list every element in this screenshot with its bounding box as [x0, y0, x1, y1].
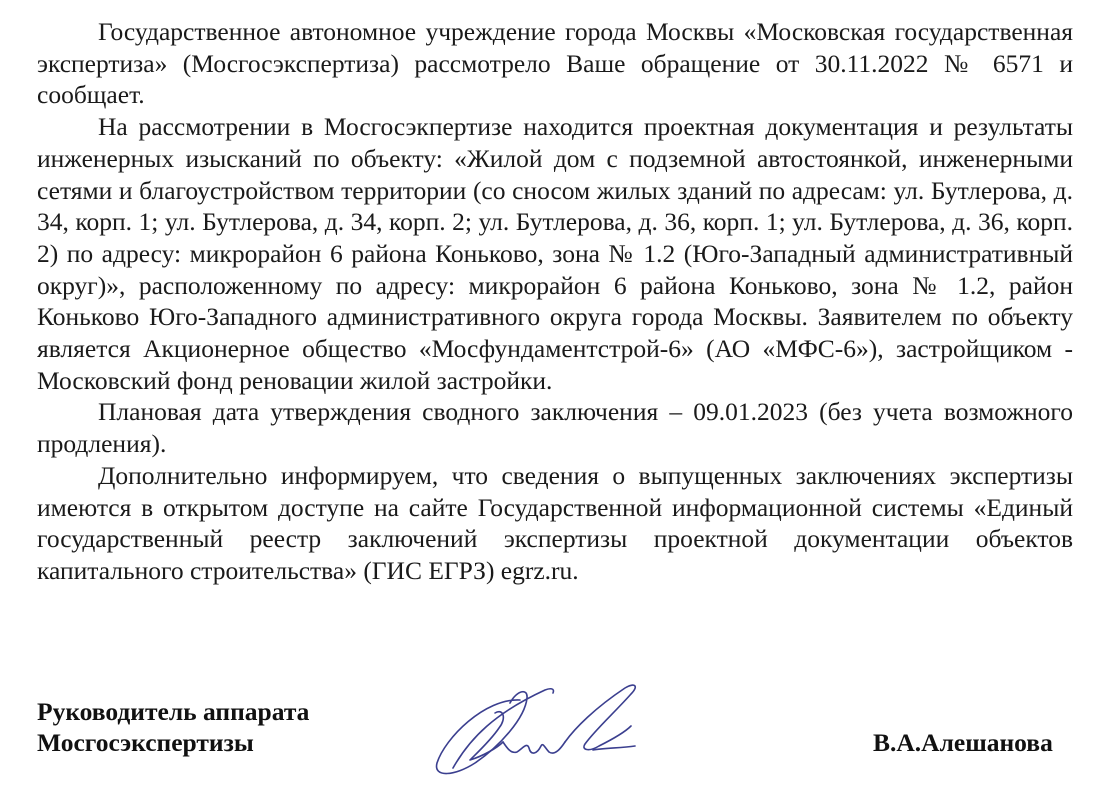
paragraph-project-under-review: На рассмотрении в Мосгосэкпертизе находится проектная документация и результаты инженерных изысканий по объекту: «Жилой дом с подземной автостоянкой, инженерными сетями и благоустройством территории (со сносом жилых зданий по адресам: ул. Бутлерова, д. 34, корп. 1; ул. Бутлерова, д. 34, корп. 2; ул. Бутлерова, д. 36, корп. 1; ул. Бутлерова, д. 36, корп. 2) по адресу: микрорайон 6 района Коньково, зона № 1.2 (Юго-Западный административный округ)», расположенному по адресу: микрорайон 6 района Коньково, зона № 1.2, район Коньково Юго-Западного административного округа города Москвы. Заявителем по объекту является Акционерное общество «Мосфундаментстрой-6» (АО «МФС-6»), застройщиком - Московский фонд реновации жилой застройки. — [37, 112, 1073, 395]
paragraph-intro: Государственное автономное учреждение города Москвы «Московская государственная экспертиза» (Мосгосэкспертиза) рассмотрело Ваше обращение от 30.11.2022 № 6571 и сообщает. — [37, 17, 1073, 110]
letter-body — [37, 16, 1073, 587]
paragraph-planned-date: Плановая дата утверждения сводного заключения – 09.01.2023 (без учета возможного продления). — [37, 397, 1073, 459]
signatory-position-line1: Руководитель аппарата — [37, 697, 310, 726]
paragraph-additional-info: Дополнительно информируем, что сведения о выпущенных заключениях экспертизы имеются в открытом доступе на сайте Государственной информационной системы «Единый государственный реестр заключений экспертизы проектной документации объектов капитального строительства» (ГИС ЕГРЗ) egrz.ru. — [37, 460, 1073, 585]
signatory-position-line2: Мосгосэкспертизы — [37, 728, 254, 757]
handwritten-signature-icon — [425, 668, 665, 788]
signatory-name: В.А.Алешанова — [873, 728, 1053, 757]
signatory-position — [37, 696, 309, 758]
